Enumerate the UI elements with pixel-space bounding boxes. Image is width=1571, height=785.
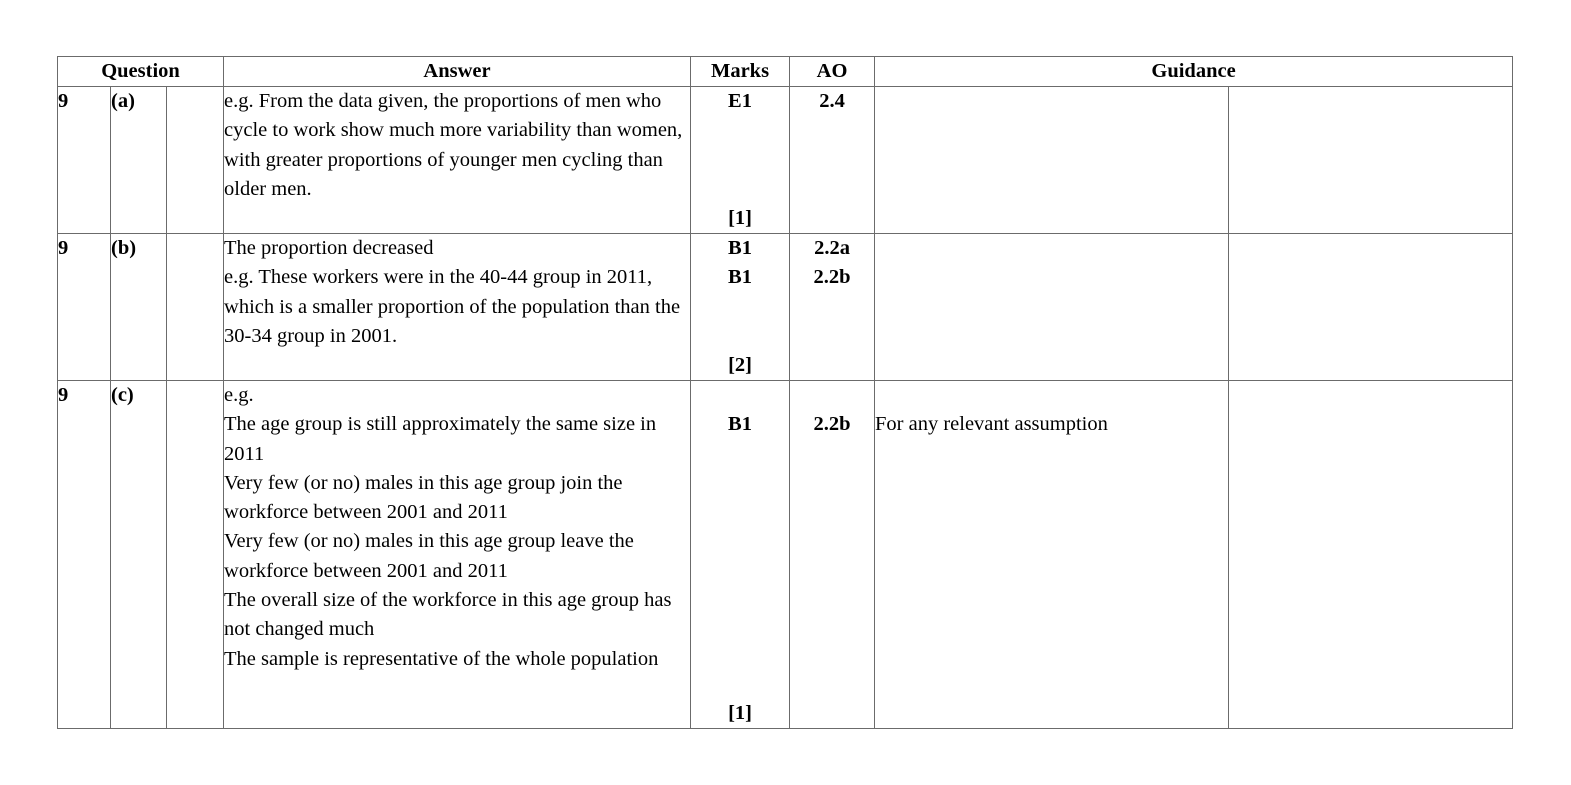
question-number: 9 (58, 381, 111, 729)
answer-text: e.g. These workers were in the 40-44 group in 2011, which is a smaller proportion of the population than the 30-34 group in 2001. (224, 266, 681, 347)
guidance-cell (875, 234, 1229, 381)
answer-text: The sample is representative of the whole population (224, 647, 659, 670)
ao-cell (790, 381, 875, 729)
marks-total: [2] (728, 353, 752, 376)
mark-code: B1 (728, 237, 752, 259)
marks-cell (691, 234, 790, 381)
question-part: (a) (111, 87, 167, 234)
guidance-extra-cell (1229, 381, 1513, 729)
guidance-cell (875, 87, 1229, 234)
ao-code: 2.4 (819, 90, 845, 112)
answer-cell (224, 87, 691, 234)
ao-code: 2.2b (813, 413, 851, 436)
marks-header: Marks (691, 57, 790, 87)
answer-text: The age group is still approximately the same size in 2011 (224, 413, 657, 465)
answer-cell (224, 234, 691, 381)
answer-text: Very few (or no) males in this age group leave the workforce between 2001 and 2011 (224, 530, 634, 582)
guidance-header: Guidance (875, 57, 1513, 87)
marks-spacer (691, 381, 789, 410)
question-subpart (167, 87, 224, 234)
marks-cell (691, 87, 790, 234)
guidance-extra-cell (1229, 234, 1513, 381)
marks-cell (691, 381, 790, 729)
question-part: (c) (111, 381, 167, 729)
guidance-extra-cell (1229, 87, 1513, 234)
ao-header: AO (790, 57, 875, 87)
ao-cell (790, 87, 875, 234)
ao-code: 2.2b (813, 266, 851, 289)
table-row (58, 87, 1513, 234)
answer-header: Answer (224, 57, 691, 87)
mark-code: B1 (728, 266, 752, 289)
answer-text: e.g. From the data given, the proportions of men who cycle to work show much more variability than women, with greater proportions of younger men cycling than older men. (224, 90, 683, 200)
answer-text: The overall size of the workforce in this age group has not changed much (224, 589, 672, 641)
guidance-spacer (875, 381, 1228, 410)
mark-code: E1 (728, 90, 752, 112)
marks-total: [1] (728, 701, 752, 724)
question-part: (b) (111, 234, 167, 381)
question-subpart (167, 234, 224, 381)
answer-text: The proportion decreased (224, 237, 434, 259)
answer-text: e.g. (224, 384, 254, 406)
guidance-text: For any relevant assumption (875, 413, 1108, 436)
guidance-cell (875, 381, 1229, 729)
table-row (58, 234, 1513, 381)
question-number: 9 (58, 87, 111, 234)
header-row (58, 57, 1513, 87)
question-header: Question (58, 57, 224, 87)
marks-total: [1] (728, 206, 752, 229)
ao-code: 2.2a (814, 237, 850, 259)
mark-code: B1 (728, 413, 752, 436)
mark-scheme-table (57, 56, 1513, 729)
table-row (58, 381, 1513, 729)
question-number: 9 (58, 234, 111, 381)
ao-cell (790, 234, 875, 381)
question-subpart (167, 381, 224, 729)
ao-spacer (790, 381, 874, 410)
answer-text: Very few (or no) males in this age group join the workforce between 2001 and 2011 (224, 471, 623, 524)
answer-cell (224, 381, 691, 729)
